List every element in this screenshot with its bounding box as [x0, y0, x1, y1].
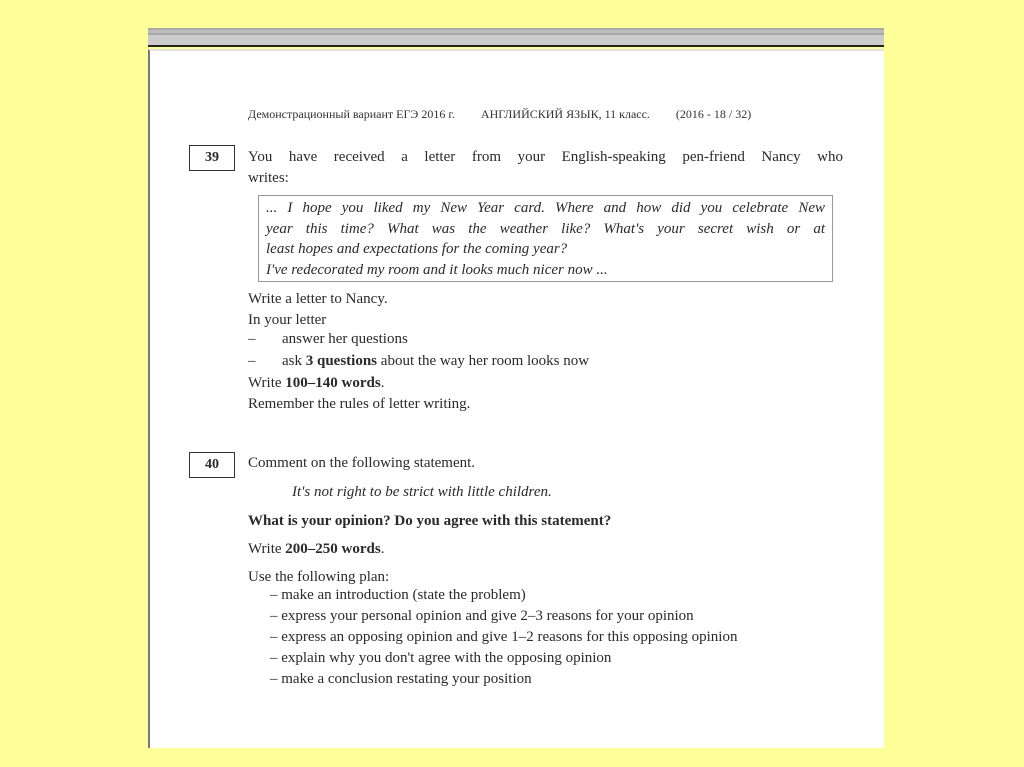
- task-39-intro-line-1: You have received a letter from your English-speaking pen-friend Nancy who: [248, 149, 843, 165]
- letter-line-1: ... I hope you liked my New Year card. Where and how did you celebrate New: [266, 200, 825, 216]
- dash-marker: –: [248, 331, 256, 347]
- dash-marker: –: [248, 353, 256, 369]
- task-39-bullet-1: [248, 331, 408, 348]
- task-40-intro: Comment on the following statement.: [248, 455, 476, 471]
- word-count-bold: 100–140 words: [285, 375, 381, 391]
- task-39-write-letter: Write a letter to Nancy.: [248, 291, 388, 307]
- word-count-post: .: [380, 375, 385, 391]
- task-40-number: 40: [189, 452, 235, 478]
- bullet-text-post: about the way her room looks now: [377, 353, 590, 369]
- letter-line-4: I've redecorated my room and it looks much nicer now ...: [266, 261, 608, 278]
- task-40-word-count: [248, 539, 384, 560]
- task-39-word-count: [248, 373, 384, 394]
- word-count-pre: Write: [248, 541, 286, 557]
- header-subject: АНГЛИЙСКИЙ ЯЗЫК, 11 класс.: [480, 107, 650, 121]
- letter-quote-box: [258, 195, 833, 282]
- letter-line-3: least hopes and expectations for the coming year?: [266, 241, 568, 257]
- plan-item-2: – express your personal opinion and give 2–3 reasons for your opinion: [270, 608, 694, 624]
- top-banner: [148, 28, 884, 47]
- task-39-bullet-2: [248, 353, 589, 370]
- task-39-remember: Remember the rules of letter writing.: [248, 396, 471, 412]
- header-page-number: (2016 - 18 / 32): [675, 107, 752, 121]
- plan-item-4: – explain why you don't agree with the opposing opinion: [270, 650, 612, 666]
- letter-line-2: year this time? What was the weather like? What's your secret wish or at: [266, 220, 825, 237]
- task-40-statement: It's not right to be strict with little children.: [292, 484, 552, 500]
- word-count-bold: 200–250 words: [285, 541, 381, 557]
- task-39-in-your-letter: In your letter: [248, 312, 327, 328]
- header-exam-variant: Демонстрационный вариант ЕГЭ 2016 г.: [248, 107, 455, 121]
- plan-item-5: – make a conclusion restating your position: [270, 671, 532, 687]
- word-count-pre: Write: [248, 375, 286, 391]
- plan-item-3: – express an opposing opinion and give 1–2 reasons for this opposing opinion: [270, 629, 738, 645]
- task-39-number: 39: [189, 145, 235, 171]
- bullet-text: answer her questions: [282, 331, 408, 347]
- bullet-text-bold: 3 questions: [305, 353, 378, 369]
- task-40-plan-title: Use the following plan:: [248, 569, 390, 585]
- task-40-question: What is your opinion? Do you agree with this statement?: [248, 513, 612, 529]
- plan-item-1: – make an introduction (state the problem): [270, 587, 526, 603]
- page-header: [248, 107, 751, 122]
- task-39-intro: [248, 147, 843, 189]
- word-count-post: .: [380, 541, 385, 557]
- bullet-text-pre: ask: [282, 353, 306, 369]
- task-39-intro-line-2: writes:: [248, 170, 289, 186]
